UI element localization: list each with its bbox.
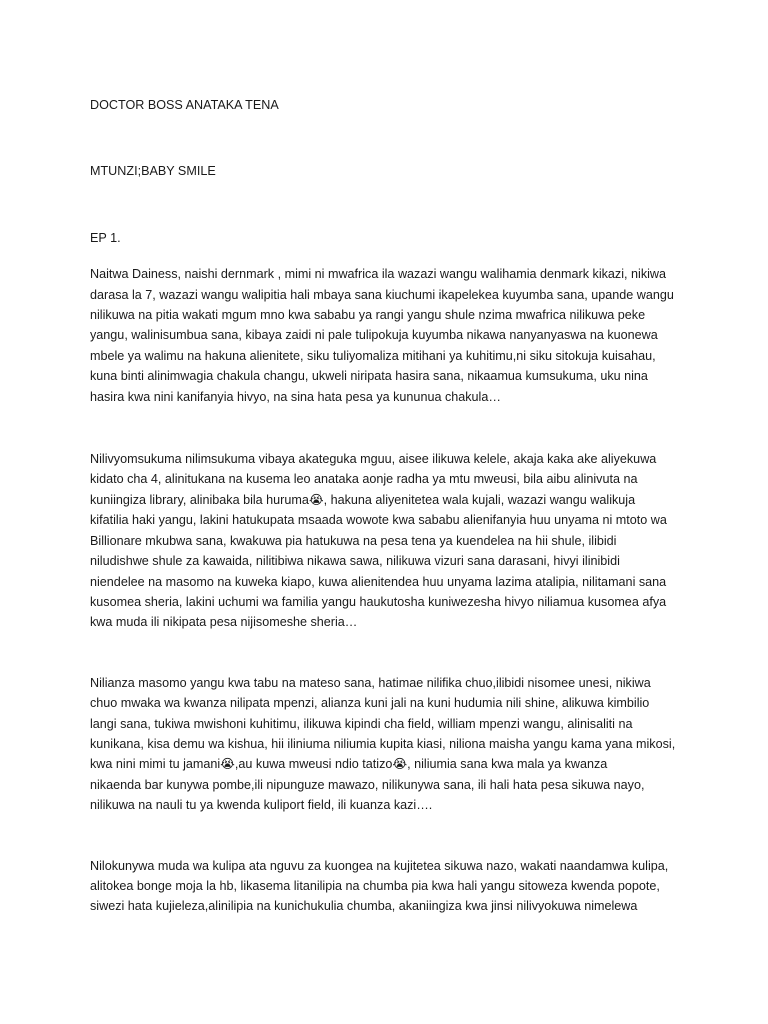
paragraph-line: siwezi hata kujieleza,alinilipia na kunichukulia chumba, akaniingiza kwa jinsi nilivyokuwa nimelewa	[90, 899, 638, 914]
paragraph-line: niendelee na masomo na kuweka kiapo, kuwa alienitendea huu unyama lazima atalipia, nilitamani sana	[90, 574, 667, 589]
paragraph-line: chuo mwaka wa kwanza nilipata mpenzi, alianza kuni jali na kuni hudumia nili shine, alikuwa kimbilio	[90, 696, 650, 711]
paragraph-2	[90, 449, 682, 633]
paragraph-line: Nilivyomsukuma nilimsukuma vibaya akateguka mguu, aisee ilikuwa kelele, akaja kaka ake aliyekuwa	[90, 452, 657, 467]
paragraph-line: alitokea bonge moja la hb, likasema litanilipia na chumba pia kwa hali yangu sitoweza kwenda popote,	[90, 878, 660, 893]
paragraph-line: kifatilia haki yangu, lakini hatukupata msaada wowote kwa sababu alienifanyia huu unyama ni mtoto wa	[90, 513, 667, 528]
paragraph-4	[90, 856, 682, 917]
paragraph-line: langi sana, tukiwa mwishoni kuhitimu, ilikuwa kipindi cha field, william mpenzi wangu, alinisaliti na	[90, 716, 633, 731]
paragraph-line: hasira kwa nini kanifanyia hivyo, na sina hata pesa ya kununua chakula…	[90, 389, 501, 404]
paragraph-line: Nilianza masomo yangu kwa tabu na mateso sana, hatimae nilifika chuo,ilibidi nisomee unesi, nikiwa	[90, 675, 651, 690]
paragraph-line: kusomea sheria, lakini uchumi wa familia yangu haukutosha kuniwezesha hivyo niliamua kusomea afya	[90, 594, 667, 609]
document-content	[90, 95, 682, 957]
paragraph-line: niludishwe shule za kawaida, nilitibiwa nikawa sawa, nilikuwa vizuri sana darasani, hivyi ilinibidi	[90, 554, 620, 569]
paragraph-line: Billionare mkubwa sana, kwakuwa pia hatukuwa na pesa tena ya kuendelea na hii shule, ilibidi	[90, 533, 617, 548]
paragraph-line: yangu, walinisumbua sana, kibaya zaidi ni pale tulipokuja kuyumba nikawa nanyanyaswa na kuonewa	[90, 328, 658, 343]
paragraph-3	[90, 673, 682, 816]
paragraph-1	[90, 264, 682, 407]
paragraph-line: nikaenda bar kunywa pombe,ili nipunguze mawazo, nilikunywa sana, ili hali hata pesa sikuwa nayo,	[90, 777, 645, 792]
paragraph-line: kunikana, kisa demu wa kishua, hii iliniuma niliumia kupita kiasi, niliona maisha yangu kama yana mikosi,	[90, 736, 676, 751]
episode-label: EP 1.	[90, 230, 121, 245]
story-title: DOCTOR BOSS ANATAKA TENA	[90, 98, 279, 112]
paragraph-line: Nilokunywa muda wa kulipa ata nguvu za kuongea na kujitetea sikuwa nazo, wakati naandamwa kulipa,	[90, 858, 669, 873]
story-author: MTUNZI;BABY SMILE	[90, 164, 216, 179]
paragraph-line: kwa nini mimi tu jamani😭,au kuwa mweusi ndio tatizo😭, niliumia sana kwa mala ya kwanza	[90, 757, 608, 772]
paragraph-line: kuna binti alinimwagia chakula changu, ukweli niripata hasira sana, nikaamua kumsukuma, uku nina	[90, 369, 648, 384]
paragraph-line: Naitwa Dainess, naishi dernmark , mimi ni mwafrica ila wazazi wangu walihamia denmark kikazi, nikiwa	[90, 267, 667, 282]
paragraph-line: darasa la 7, wazazi wangu walipitia hali mbaya sana kiuchumi ikapelekea kuyumba sana, upande wangu	[90, 287, 674, 302]
paragraph-line: kwa muda ili nikipata pesa nijisomeshe sheria…	[90, 615, 358, 630]
paragraph-line: kuniingiza library, alinibaka bila huruma😭, hakuna aliyenitetea wala kujali, wazazi wangu walikuja	[90, 492, 636, 507]
paragraph-line: mbele ya walimu na hakuna alienitete, siku tuliyomaliza mitihani ya kuhitimu,ni siku sitokuja kuisahau,	[90, 348, 656, 363]
paragraph-line: kidato cha 4, alinitukana na kusema leo anataka aonje radha ya mtu mweusi, bila aibu alinivuta na	[90, 472, 638, 487]
paragraph-line: nilikuwa na pitia wakati mgum mno kwa sababu ya rangi yangu shule nzima mwafrica nilikuwa peke	[90, 308, 646, 323]
paragraph-line: nilikuwa na nauli tu ya kwenda kuliport field, ili kuanza kazi….	[90, 798, 433, 813]
